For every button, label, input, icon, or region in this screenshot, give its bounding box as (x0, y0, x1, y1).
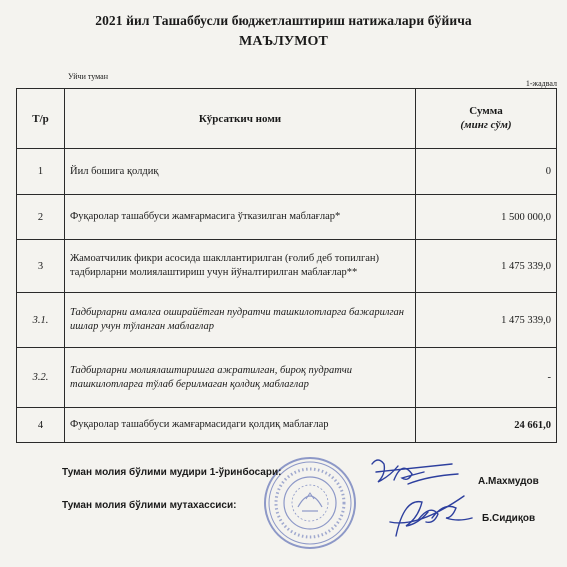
row-number: 3.1. (17, 293, 65, 348)
table-row (17, 240, 557, 293)
column-header-name: Кўрсаткич номи (65, 89, 416, 149)
document-title-line2: МАЪЛУМОТ (239, 34, 328, 49)
table-header-row (17, 89, 557, 149)
row-sum: 1 500 000,0 (416, 195, 557, 240)
report-table (16, 88, 557, 443)
row-sum: 0 (416, 149, 557, 195)
table-row (17, 149, 557, 195)
signatory-1-name: А.Махмудов (478, 476, 539, 487)
row-name: Тадбирларни молиялаштиришга ажратилган, бироқ пудратчи ташкилотларга тўлаб берилмаган қолдиқ маблағлар (65, 348, 416, 408)
column-header-sum-label: Сумма (469, 104, 503, 117)
column-header-num: Т/р (17, 89, 65, 149)
row-name: Жамоатчилик фикри асосида шакллантирилган (ғолиб деб топилган) тадбирларни молиялаштириш учун йўналтирилган маблағлар** (65, 240, 416, 293)
document-title-line1: 2021 йил Ташаббусли бюджетлаштириш натижалари бўйича (95, 13, 472, 28)
row-number: 2 (17, 195, 65, 240)
row-name: Йил бошига қолдиқ (65, 149, 416, 195)
row-name: Тадбирларни амалга оширайётган пудратчи ташкилотларга бажарилган ишлар учун тўланган маблағлар (65, 293, 416, 348)
table-row (17, 195, 557, 240)
signature-2-icon (388, 488, 478, 551)
region-label: Уйчи туман (68, 72, 108, 81)
column-header-sum-unit: (минг сўм) (460, 118, 512, 131)
table-row (17, 293, 557, 348)
row-number: 3.2. (17, 348, 65, 408)
row-sum: 1 475 339,0 (416, 240, 557, 293)
row-sum: - (416, 348, 557, 408)
row-sum: 24 661,0 (416, 408, 557, 443)
row-number: 4 (17, 408, 65, 443)
row-name: Фуқаролар ташаббуси жамғармасидаги қолдиқ маблағлар (65, 408, 416, 443)
column-header-sum (416, 89, 557, 149)
row-number: 1 (17, 149, 65, 195)
row-number: 3 (17, 240, 65, 293)
row-sum: 1 475 339,0 (416, 293, 557, 348)
signatory-2-name: Б.Сидиқов (482, 513, 536, 524)
signatory-2-title: Туман молия бўлими мутахассиси: (62, 500, 237, 511)
appendix-label: 1-жадвал (525, 79, 557, 88)
row-name: Фуқаролар ташаббуси жамғармасига ўтказилган маблағлар* (65, 195, 416, 240)
table-row (17, 408, 557, 443)
table-row (17, 348, 557, 408)
signatory-1-title: Туман молия бўлими мудири 1-ўринбосари: (62, 467, 282, 478)
